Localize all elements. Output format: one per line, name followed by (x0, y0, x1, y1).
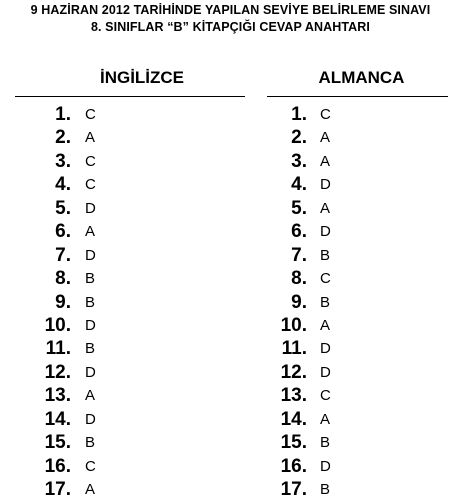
answer-letter: A (320, 410, 331, 428)
question-number-value: 6 (55, 221, 66, 243)
question-number (15, 291, 71, 314)
question-number (267, 455, 307, 478)
answer-row (15, 126, 245, 149)
answer-row (15, 150, 245, 173)
answer-letter: D (320, 223, 331, 241)
answer-list (267, 103, 448, 501)
question-number-value: 15 (44, 432, 66, 454)
number-separator: . (65, 314, 71, 336)
question-number-value: 3 (55, 150, 66, 172)
answer-row (267, 150, 448, 173)
number-separator: . (301, 174, 307, 196)
answer-row (267, 314, 448, 337)
number-separator: . (301, 268, 307, 290)
number-separator: . (65, 385, 71, 407)
question-number-value: 8 (291, 268, 302, 290)
question-number (15, 408, 71, 431)
question-number (15, 314, 71, 337)
answer-letter: B (320, 293, 331, 311)
question-number (267, 314, 307, 337)
answer-row (267, 197, 448, 220)
answer-row (267, 173, 448, 196)
question-number (267, 291, 307, 314)
question-number (267, 337, 307, 360)
question-number (15, 220, 71, 243)
question-number-value: 1 (291, 104, 302, 125)
column-title: İNGİLİZCE (15, 66, 245, 97)
answer-row (15, 244, 245, 267)
number-separator: . (65, 479, 71, 500)
answer-row (267, 384, 448, 407)
question-number-value: 16 (280, 455, 302, 477)
number-separator: . (65, 150, 71, 172)
number-separator: . (65, 174, 71, 196)
question-number-value: 13 (44, 385, 66, 407)
answer-letter: D (85, 410, 96, 428)
number-separator: . (301, 479, 307, 500)
answer-letter: B (85, 434, 96, 452)
answer-letter: A (320, 199, 331, 217)
answer-letter: D (85, 363, 96, 381)
question-number (267, 244, 307, 267)
answer-letter: C (85, 152, 96, 170)
question-number (267, 220, 307, 243)
number-separator: . (301, 385, 307, 407)
question-number-value: 8 (55, 268, 66, 290)
number-separator: . (65, 197, 71, 219)
document-title: 9 HAZİRAN 2012 TARİHİNDE YAPILAN SEVİYE BELİRLEME SINAVI (30, 3, 431, 17)
number-separator: . (301, 314, 307, 336)
answer-letter: D (320, 340, 331, 358)
number-separator: . (65, 268, 71, 290)
question-number-value: 16 (44, 455, 66, 477)
question-number-value: 4 (291, 174, 302, 196)
question-number (267, 384, 307, 407)
question-number-value: 13 (280, 385, 302, 407)
answer-row (267, 126, 448, 149)
answer-letter: C (320, 106, 331, 123)
number-separator: . (65, 221, 71, 243)
question-number (15, 197, 71, 220)
question-number (15, 126, 71, 149)
column-ingilizce (15, 66, 245, 500)
answer-letter: B (320, 481, 331, 498)
column-title: ALMANCA (267, 66, 448, 97)
answer-row (267, 267, 448, 290)
answer-letter: A (85, 387, 96, 405)
question-number (15, 173, 71, 196)
question-number-value: 3 (291, 150, 302, 172)
answer-letter: A (85, 129, 96, 147)
answer-row (267, 408, 448, 431)
question-number (267, 478, 307, 501)
number-separator: . (65, 127, 71, 149)
answer-row (15, 220, 245, 243)
question-number (15, 267, 71, 290)
answer-row (267, 361, 448, 384)
question-number-value: 9 (291, 291, 302, 313)
question-number-value: 4 (55, 174, 66, 196)
answer-letter: B (320, 246, 331, 264)
answer-letter: A (320, 152, 331, 170)
answer-row (15, 478, 245, 501)
number-separator: . (301, 361, 307, 383)
number-separator: . (301, 127, 307, 149)
question-number (15, 478, 71, 501)
question-number (15, 103, 71, 126)
answer-letter: D (320, 176, 331, 194)
question-number-value: 14 (280, 408, 302, 430)
question-number (267, 197, 307, 220)
number-separator: . (65, 432, 71, 454)
answer-row (267, 431, 448, 454)
number-separator: . (65, 338, 71, 360)
number-separator: . (65, 291, 71, 313)
question-number (267, 126, 307, 149)
answer-row (15, 455, 245, 478)
question-number (15, 361, 71, 384)
answer-row (15, 431, 245, 454)
question-number-value: 11 (281, 338, 302, 360)
answer-letter: B (85, 340, 96, 358)
number-separator: . (65, 361, 71, 383)
number-separator: . (301, 197, 307, 219)
question-number-value: 2 (291, 127, 302, 149)
question-number-value: 7 (55, 244, 66, 266)
question-number-value: 2 (55, 127, 66, 149)
number-separator: . (301, 150, 307, 172)
answer-letter: D (85, 316, 96, 334)
question-number (15, 455, 71, 478)
answer-letter: D (85, 246, 96, 264)
number-separator: . (301, 244, 307, 266)
question-number (267, 431, 307, 454)
document-subtitle: 8. SINIFLAR “B” KİTAPÇIĞI CEVAP ANAHTARI (90, 20, 370, 34)
question-number (15, 384, 71, 407)
question-number-value: 1 (55, 104, 66, 125)
answer-letter: B (320, 434, 331, 452)
question-number-value: 12 (44, 361, 66, 383)
question-number-value: 10 (44, 314, 66, 336)
question-number-value: 6 (291, 221, 302, 243)
answer-row (15, 173, 245, 196)
question-number (267, 361, 307, 384)
answer-letter: D (85, 199, 96, 217)
number-separator: . (65, 104, 71, 125)
answer-letter: A (320, 129, 331, 147)
number-separator: . (65, 244, 71, 266)
answer-row (15, 197, 245, 220)
answer-row (15, 314, 245, 337)
answer-row (15, 291, 245, 314)
answer-letter: C (85, 106, 96, 123)
answer-letter: B (85, 293, 96, 311)
question-number-value: 14 (44, 408, 66, 430)
answer-row (15, 103, 245, 126)
answer-row (15, 408, 245, 431)
answer-row (15, 337, 245, 360)
answer-letter: A (85, 481, 96, 498)
answer-row (267, 103, 448, 126)
answer-letter: C (85, 176, 96, 194)
question-number-value: 17 (280, 479, 302, 500)
answer-row (267, 337, 448, 360)
column-almanca (267, 66, 448, 500)
question-number-value: 10 (280, 314, 302, 336)
question-number (15, 150, 71, 173)
question-number-value: 15 (280, 432, 302, 454)
question-number (267, 267, 307, 290)
answer-row (267, 244, 448, 267)
answer-row (267, 455, 448, 478)
number-separator: . (301, 432, 307, 454)
answer-letter: C (320, 387, 331, 405)
question-number (267, 173, 307, 196)
question-number-value: 5 (55, 197, 66, 219)
question-number-value: 9 (55, 291, 66, 313)
question-number-value: 12 (280, 361, 302, 383)
answer-row (267, 478, 448, 501)
number-separator: . (301, 104, 307, 125)
question-number-value: 7 (291, 244, 302, 266)
question-number (267, 408, 307, 431)
answer-row (267, 291, 448, 314)
number-separator: . (65, 455, 71, 477)
question-number-value: 17 (44, 479, 66, 500)
question-number (15, 244, 71, 267)
number-separator: . (301, 455, 307, 477)
number-separator: . (65, 408, 71, 430)
answer-letter: A (85, 223, 96, 241)
number-separator: . (301, 291, 307, 313)
answer-letter: D (320, 457, 331, 475)
answer-row (15, 267, 245, 290)
question-number-value: 5 (291, 197, 302, 219)
answer-letter: C (85, 457, 96, 475)
number-separator: . (301, 221, 307, 243)
question-number (267, 103, 307, 126)
number-separator: . (301, 338, 307, 360)
answer-row (15, 384, 245, 407)
answer-row (15, 361, 245, 384)
answer-letter: D (320, 363, 331, 381)
question-number (15, 431, 71, 454)
answer-letter: C (320, 270, 331, 288)
answer-letter: B (85, 270, 96, 288)
answer-letter: A (320, 316, 331, 334)
question-number (267, 150, 307, 173)
question-number-value: 11 (45, 338, 66, 360)
answer-list (15, 103, 245, 501)
question-number (15, 337, 71, 360)
number-separator: . (301, 408, 307, 430)
answer-row (267, 220, 448, 243)
